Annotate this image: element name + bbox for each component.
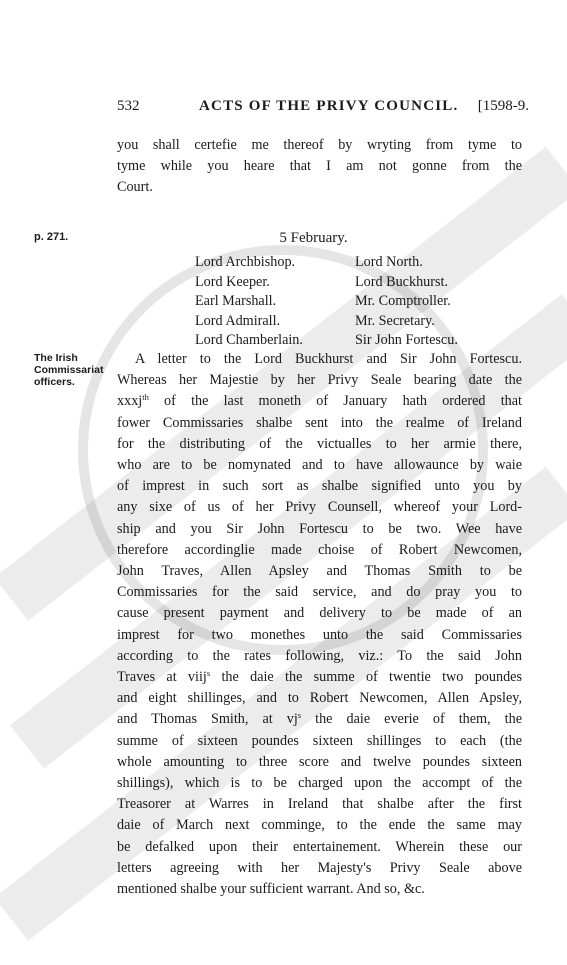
text-line: summe of sixteen poundes sixteen shillinges to each (the (117, 732, 522, 749)
text-line: of imprest in such sort as shalbe signified unto you by (117, 478, 522, 495)
margin-note-line: The Irish (34, 352, 78, 364)
margin-note-line: officers. (34, 376, 75, 388)
attendee: Earl Marshall. (195, 293, 277, 310)
attendee: Mr. Secretary. (355, 312, 435, 329)
text-line: ship and you Sir John Fortescu to be two. Wee have (117, 520, 522, 537)
text-line: cause present payment and delivery to be made of an (117, 605, 522, 622)
text-fragment: and Thomas Smith, at vj (117, 711, 298, 728)
attendee: Lord Admirall. (195, 312, 281, 329)
text-line: for the distributing of the victualles to her armie there, (117, 435, 522, 452)
text-line: any sixe of us of her Privy Counsell, whereof your Lord- (117, 499, 522, 516)
text-line: fower Commissaries shalbe sent into the realme of Ireland (117, 414, 522, 431)
running-title: ACTS OF THE PRIVY COUNCIL. (199, 98, 459, 114)
attendee: Lord Chamberlain. (195, 332, 303, 349)
superscript: th (142, 392, 149, 403)
margin-page-reference: p. 271. (34, 231, 69, 243)
text-line: be defalked upon their entertainement. Wherein these our (117, 838, 522, 855)
text-line: imprest for two monethes unto the said Commissaries (117, 626, 522, 643)
attendee: Lord Keeper. (195, 273, 270, 290)
text-fragment: of the last moneth of January hath ordered that (148, 393, 522, 410)
text-line: letters agreeing with her Majesty's Privy Seale above (117, 859, 522, 876)
text-line: daie of March next comminge, to the ende the same may (117, 817, 522, 834)
margin-note-line: Commissariat (34, 364, 104, 376)
attendee: Lord Archbishop. (195, 254, 296, 270)
text-line: and eight shillinges, and to Robert Newcomen, Allen Apsley, (117, 690, 522, 707)
attendee: Lord North. (355, 254, 423, 270)
meeting-date: 5 February. (279, 230, 348, 246)
running-header (117, 98, 529, 120)
text-line: Court. (117, 179, 153, 196)
text-line (117, 709, 522, 730)
opening-paragraph (117, 135, 522, 199)
attendee: Lord Buckhurst. (355, 273, 448, 290)
text-line: Whereas her Majestie by her Privy Seale bearing date the (117, 372, 522, 389)
text-fragment: the daie everie of them, the (301, 711, 522, 728)
text-line (117, 667, 522, 688)
letter-paragraph (117, 349, 522, 900)
text-line: tyme while you heare that I am not gonne from the (117, 158, 522, 175)
page-number: 532 (117, 98, 140, 114)
text-line: John Traves, Allen Apsley and Thomas Smith to be (117, 563, 522, 580)
text-fragment: Traves at viij (117, 669, 207, 686)
text-fragment: the daie the summe of twentie two poundes (210, 669, 522, 686)
attendee: Sir John Fortescu. (355, 332, 458, 349)
text-line: who are to be nomynated and to have allowaunce by waie (117, 457, 522, 474)
attendance-column-right (355, 253, 458, 351)
text-line: shillings), which is to be charged upon the accompt of the (117, 775, 522, 792)
attendee: Mr. Comptroller. (355, 293, 451, 310)
text-fragment: xxxj (117, 393, 143, 410)
text-line (117, 391, 522, 412)
superscript: s (206, 668, 211, 679)
margin-note (34, 352, 103, 388)
text-line: Commissaries for the said service, and do pray you to (117, 584, 522, 601)
year-range: [1598-9. (477, 98, 529, 114)
text-line: mentioned shalbe your sufficient warrant. And so, &c. (117, 881, 425, 898)
text-line: therefore accordinglie made choise of Robert Newcomen, (117, 541, 522, 558)
attendance-column-left (195, 253, 303, 351)
text-line: A letter to the Lord Buckhurst and Sir John Fortescu. (135, 351, 522, 367)
superscript: s (297, 710, 302, 721)
text-line: Treasorer at Warres in Ireland that shalbe after the first (117, 796, 522, 813)
text-line: whole amounting to three score and twelve poundes sixteen (117, 753, 522, 770)
text-line: you shall certefie me thereof by wryting from tyme to (117, 137, 522, 153)
text-line: according to the rates following, viz.: To the said John (117, 647, 522, 664)
